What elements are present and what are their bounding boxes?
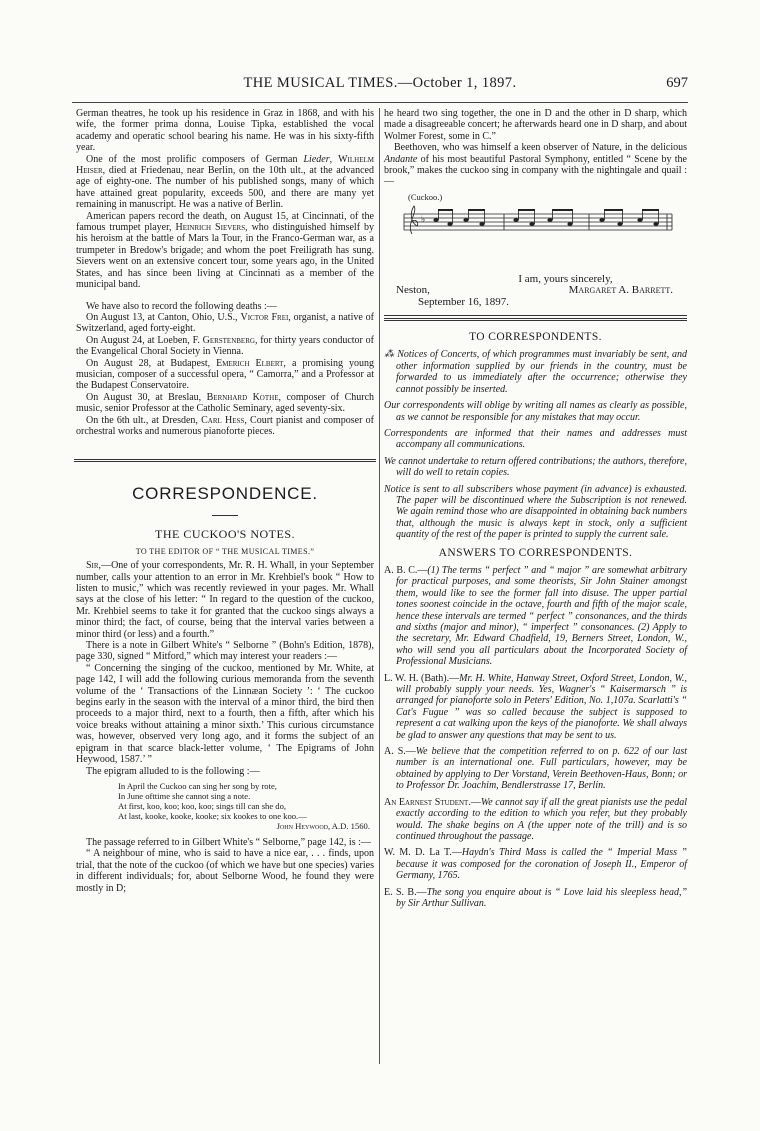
- sender-place: Neston,: [396, 284, 430, 297]
- obituary-paragraph: German theatres, he took up his residence in Graz in 1868, and with his wife, the former prima donna, Louise Tipka, established the vocal academy and operatic school bearing his name. He was in his sixty-fifth year.: [76, 108, 374, 154]
- answer-text: Haydn's Third Mass is called the “ Imperial Mass ” because it was composed for the coronation of Joseph II., Emperor of Germany, 1765.: [396, 847, 687, 882]
- epigram-line: At last, kooke, kooke, kooke; six kookes to one koo.—: [118, 810, 307, 821]
- death-entry: On August 30, at Breslau, Bernhard Kothe, composer of Church music, senior Professor at the Catholic Seminary, aged seventy-six.: [76, 391, 375, 415]
- person-name: Heinrich Sievers: [175, 222, 246, 234]
- sender-name: Margaret A. Barrett.: [568, 284, 673, 297]
- letter-paragraph: There is a note in Gilbert White's “ Selborne ” (Bohn's Edition, 1878), page 330, signed “ Mitford,” which may interest your readers :—: [76, 640, 374, 663]
- signature-block: [384, 274, 687, 308]
- left-column: [76, 108, 374, 894]
- notice-item: Our correspondents will oblige by writing all names as clearly as possible, as we cannot be responsible for any mistakes that may occur.: [384, 400, 687, 423]
- death-entry: On August 28, at Budapest, Emerich Elbert, a promising young musician, composer of a successful opera, “ Camorra,” and a Professor at the Budapest Conservatoire.: [76, 357, 375, 392]
- music-example: [384, 192, 687, 270]
- epigram: [118, 781, 374, 831]
- letter-paragraph: The epigram alluded to is the following :—: [86, 765, 260, 777]
- notice-item: ⁂ Notices of Concerts, of which programmes must invariably be sent, and other information supplied by our friends in the country, must be forwarded to us immediately after the occurrence; otherwise they cannot possibly be inserted.: [384, 349, 687, 395]
- answer-text: We cannot say if all the great pianists use the pedal exactly according to the edition to which you refer, but they probably would. The shake begins on A (the upper note of the trill) and is so continued throughout the passage.: [396, 796, 687, 842]
- answer-item: [384, 746, 687, 792]
- epigram-line: In June ofttime she cannot sing a note.: [118, 790, 251, 801]
- answer-recipient: A. S.—: [384, 746, 416, 758]
- answer-text: We believe that the competition referred to on p. 622 of our last number is an international one. Full particulars, however, may be obtained by applying to Der Vorstand, Verein Beethoven-Haus, Bonn; or to Professor Dr. Joachim, Bendlerstrasse 17, Berlin.: [396, 746, 687, 792]
- section-rule: [384, 315, 687, 316]
- music-notation-icon: [384, 192, 687, 270]
- answer-text: The song you enquire about is “ Love laid his sleepless head,” by Sir Arthur Sullivan.: [396, 886, 688, 909]
- deaths-intro: We have also to record the following deaths :—: [86, 300, 277, 312]
- answer-item: [384, 673, 687, 741]
- to-correspondents-heading: TO CORRESPONDENTS.: [469, 331, 602, 344]
- letter-paragraph: Sir,—One of your correspondents, Mr. R. H. Whall, in your September number, calls your attention to an error in Mr. Krehbiel's book “ How to listen to music,” which was recently reviewed in your pages. Mr. Whall says at the close of his letter: “ In regard to the question of the cuckoo, Mr. Krehbiel seems to take it for granted that the cuckoo sings always a minor third; the fact, of course, being that the interval varies between a minor third (or less) and a fourth.”: [76, 560, 374, 640]
- column-divider: [379, 108, 380, 1064]
- answer-item: [384, 797, 687, 843]
- answer-item: [384, 565, 687, 668]
- svg-text:♭: ♭: [421, 213, 426, 224]
- letter-paragraph: he heard two sing together, the one in D and the other in D sharp, which made a disagreeable concert; he afterwards heard one in D sharp, and about Wolmer Forest, some in C.”: [384, 108, 687, 142]
- answer-recipient: L. W. H. (Bath).—: [384, 672, 460, 684]
- answer-text: (1) The terms “ perfect ” and “ major ” are somewhat arbitrary for practical purposes, and some theorists, Sir John Stainer amongst them, would like to see the former fall into disuse. The upper partial tones soonest coincide in the octave, fourth and fifth of the major scale, hence these intervals are termed “ perfect ” consonances, and the thirds and sixths (major and minor), “ imperfect ” consonances. (2) Apply to the secretary, Mr. Edward Chadfield, 19, Berners Street, London, W., who will send you all particulars about the Incorporated Society of Professional Musicians.: [396, 564, 687, 668]
- answer-recipient: W. M. D. La T.—: [384, 847, 462, 859]
- letter-title: THE CUCKOO'S NOTES.: [155, 527, 295, 542]
- answer-recipient: An Earnest Student.—: [384, 796, 481, 808]
- death-entry: On August 13, at Canton, Ohio, U.S., Victor Frei, organist, a native of Switzerland, aged forty-eight.: [76, 311, 374, 335]
- obituary-paragraph: One of the most prolific composers of German Lieder, Wilhelm Heiser, died at Friedenau, near Berlin, on the 10th ult., at the advanced age of eighty-one. The number of his published songs, many of which have attained great popularity, exceeds 500, and there are many yet remaining in manuscript. He was a native of Berlin.: [76, 153, 374, 211]
- letter-paragraph: “ Concerning the singing of the cuckoo, mentioned by Mr. White, at page 142, I will add the following curious memoranda from the seventh volume of the ‘ Transactions of the Linnæan Society ’: ‘ The cuckoo begins early in the season with the interval of a minor third, the bird then proceeds to a major third, next to a fourth, then a fifth, after which his voice breaks without attaining a minor sixth.’ This curious circumstance was, however, observed very long ago, and it forms the subject of an epigram in that scarce black-letter volume, ‘ The Epigrams of John Heywood, 1587.’ ”: [76, 662, 374, 766]
- epigram-line: In April the Cuckoo can sing her song by rote,: [118, 780, 277, 791]
- letter-date: September 16, 1897.: [418, 295, 510, 308]
- notice-item: We cannot undertake to return offered contributions; the authors, therefore, will do well to retain copies.: [384, 455, 687, 479]
- notice-item: Correspondents are informed that their names and addresses must accompany all communications.: [384, 427, 687, 451]
- notice-item: Notice is sent to all subscribers whose payment (in advance) is exhausted. The paper will be discontinued where the Subscription is not renewed. We again remind those who are disappointed in obtaining back numbers that, although the music is always kept in stock, only a sufficient quantity of the rest of the paper is printed to supply the current sale.: [384, 483, 687, 541]
- letter-addressee: TO THE EDITOR OF “ THE MUSICAL TIMES.”: [135, 546, 315, 556]
- answer-item: [384, 847, 687, 881]
- page-number: 697: [666, 75, 688, 91]
- answer-recipient: E. S. B.—: [384, 886, 427, 898]
- right-column: [384, 108, 687, 914]
- header-rule: [72, 102, 688, 103]
- section-double-rule: [384, 318, 687, 321]
- answers-heading: ANSWERS TO CORRESPONDENTS.: [438, 546, 633, 559]
- death-entry: On August 24, at Loeben, F. Gerstenberg, for thirty years conductor of the Evangelical Choral Society in Vienna.: [76, 334, 374, 358]
- letter-paragraph: Beethoven, who was himself a keen observer of Nature, in the delicious Andante of his most beautiful Pastoral Symphony, entitled “ Scene by the brook,” makes the cuckoo sing in company with the nightingale and quail :—: [384, 142, 687, 188]
- signature-row: [384, 285, 687, 296]
- letter-paragraph: The passage referred to in Gilbert White's “ Selborne,” page 142, is :—: [86, 836, 371, 848]
- music-label: (Cuckoo.): [408, 191, 443, 202]
- epigram-line: At first, koo, koo; koo, koo; sings till can she do,: [118, 800, 287, 811]
- short-rule: [212, 515, 238, 516]
- answer-item: [384, 887, 687, 910]
- answer-text: Mr. H. White, Hanway Street, Oxford Street, London, W., will probably supply your needs. Yes, Wagner's “ Kaisermarsch ” is arranged for pianoforte solo in Peters' Edition, No. 1,107a. Scarlatti's “ Cat's Fugue ” was so called because the subject is supposed to represent a cat walking upon the keys of the pianoforte. We shall always be glad to answer any questions that may be sent to us.: [396, 672, 687, 741]
- valediction: I am, yours sincerely,: [518, 272, 613, 285]
- page-header: [72, 75, 688, 96]
- epigram-attribution: John Heywood, A.D. 1560.: [276, 820, 370, 831]
- running-title: THE MUSICAL TIMES.—October 1, 1897.: [243, 75, 517, 91]
- correspondence-heading: CORRESPONDENCE.: [132, 484, 318, 504]
- section-double-rule: [74, 459, 376, 462]
- obituary-paragraph: American papers record the death, on August 15, at Cincinnati, of the famous trumpet player, Heinrich Sievers, who distinguished himself by his heroism at the battle of Mars la Tour, in the Franco-German war, as a trumpeter in Bredow's brigade; and whom the poet Freiligrath has sung. Sievers went on an extensive concert tour, some years ago, in the United States, and has since been living at Cincinnati as a member of the municipal band.: [76, 210, 374, 291]
- death-entry: On the 6th ult., at Dresden, Carl Hess, Court pianist and composer of orchestral works and numerous pianoforte pieces.: [76, 414, 374, 437]
- answer-recipient: A. B. C.—: [384, 564, 428, 576]
- letter-paragraph: “ A neighbour of mine, who is said to have a nice ear, . . . finds, upon trial, that the note of the cuckoo (of which we have but one species) varies in different individuals; for, about Selborne Wood, he found they were mostly in D;: [76, 848, 374, 894]
- person-name: Wilhelm Heiser: [76, 153, 374, 177]
